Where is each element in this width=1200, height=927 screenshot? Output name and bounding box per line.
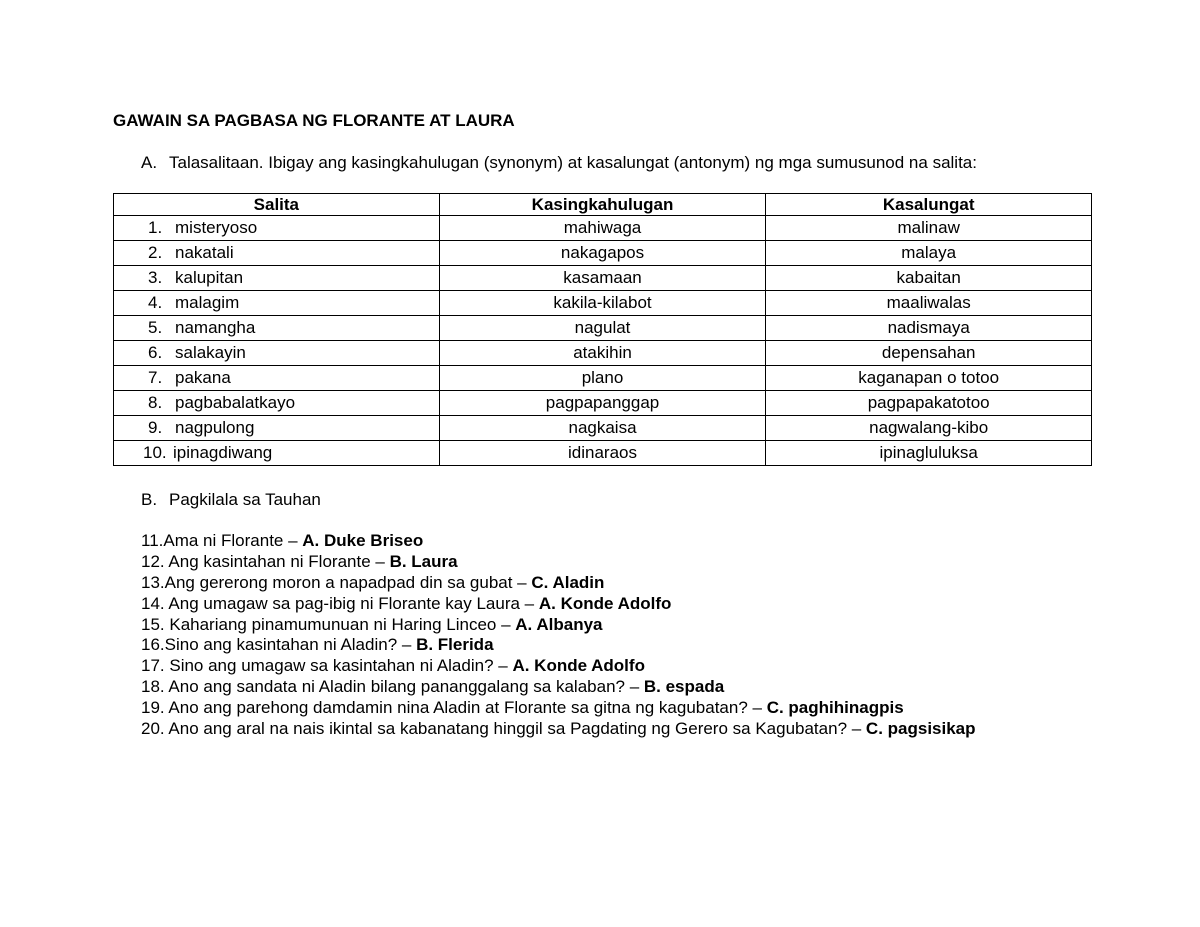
question-list <box>141 531 976 740</box>
question-text: Ang kasintahan ni Florante – <box>168 551 390 571</box>
table-row <box>114 241 1092 266</box>
word-cell <box>114 366 440 391</box>
antonym-cell: maaliwalas <box>766 291 1092 316</box>
question-text: Ama ni Florante – <box>163 531 303 550</box>
vocabulary-table <box>113 193 1092 466</box>
synonym-cell: pagpapanggap <box>439 391 766 416</box>
list-item <box>141 573 976 594</box>
word-cell <box>114 216 440 241</box>
synonym-cell: kasamaan <box>439 266 766 291</box>
row-number: 5. <box>148 318 163 337</box>
question-number: 15. <box>141 614 170 634</box>
synonym-cell: nagkaisa <box>439 416 766 441</box>
word-cell <box>114 316 440 341</box>
word-cell <box>114 266 440 291</box>
table-row <box>114 266 1092 291</box>
question-number: 17. <box>141 656 170 676</box>
question-text: Ang gererong moron a napadpad din sa gubat – <box>164 572 532 592</box>
column-header-salita: Salita <box>114 194 440 216</box>
list-item <box>141 656 976 677</box>
word-cell <box>114 441 440 466</box>
column-header-kasalungat: Kasalungat <box>766 194 1092 216</box>
question-number: 11. <box>141 531 164 550</box>
table-row <box>114 291 1092 316</box>
question-text: Ano ang sandata ni Aladin bilang pananggalang sa kalaban? – <box>168 677 644 697</box>
antonym-cell: malaya <box>766 241 1092 266</box>
list-item <box>141 698 976 719</box>
antonym-cell: ipinagluluksa <box>766 441 1092 466</box>
word-text: ipinagdiwang <box>173 443 273 462</box>
word-text: malagim <box>175 293 240 312</box>
row-number: 1. <box>148 218 163 237</box>
synonym-cell: nagulat <box>439 316 766 341</box>
row-number: 4. <box>148 293 163 312</box>
word-text: pakana <box>175 368 231 387</box>
list-item <box>141 531 976 552</box>
question-number: 14. <box>141 593 169 613</box>
table-header-row <box>114 194 1092 216</box>
list-item <box>141 677 976 698</box>
section-b-heading <box>141 490 321 510</box>
antonym-cell: malinaw <box>766 216 1092 241</box>
antonym-cell: kaganapan o totoo <box>766 366 1092 391</box>
list-item <box>141 719 976 740</box>
answer-text: B. Flerida <box>416 635 494 655</box>
question-number: 20. <box>141 719 169 739</box>
answer-text: C. Aladin <box>531 572 605 592</box>
list-item <box>141 594 976 615</box>
list-item <box>141 552 976 573</box>
page-title: GAWAIN SA PAGBASA NG FLORANTE AT LAURA <box>113 111 515 130</box>
table-row <box>114 316 1092 341</box>
word-cell <box>114 416 440 441</box>
row-number: 7. <box>148 368 163 387</box>
antonym-cell: nagwalang-kibo <box>766 416 1092 441</box>
word-text: misteryoso <box>175 218 258 237</box>
answer-text: A. Albanya <box>515 614 603 634</box>
question-number: 18. <box>141 677 169 697</box>
section-b-text: Pagkilala sa Tauhan <box>169 490 321 509</box>
section-a-letter: A. <box>141 153 158 172</box>
synonym-cell: atakihin <box>439 341 766 366</box>
synonym-cell: mahiwaga <box>439 216 766 241</box>
section-a-instruction <box>141 153 977 173</box>
synonym-cell: idinaraos <box>439 441 766 466</box>
answer-text: B. Laura <box>389 551 458 571</box>
table-row <box>114 416 1092 441</box>
word-text: nagpulong <box>175 418 255 437</box>
table-row <box>114 216 1092 241</box>
antonym-cell: pagpapakatotoo <box>766 391 1092 416</box>
word-cell <box>114 241 440 266</box>
table-row <box>114 391 1092 416</box>
answer-text: B. espada <box>643 677 725 697</box>
row-number: 2. <box>148 243 163 262</box>
row-number: 6. <box>148 343 163 362</box>
word-cell <box>114 291 440 316</box>
answer-text: A. Konde Adolfo <box>512 656 645 676</box>
word-text: nakatali <box>175 243 234 262</box>
row-number: 3. <box>148 268 163 287</box>
answer-text: C. paghihinagpis <box>766 698 904 718</box>
synonym-cell: kakila-kilabot <box>439 291 766 316</box>
table-row <box>114 441 1092 466</box>
answer-text: A. Konde Adolfo <box>538 593 672 613</box>
antonym-cell: kabaitan <box>766 266 1092 291</box>
answer-text: C. pagsisikap <box>865 719 976 739</box>
question-number: 19. <box>141 698 169 718</box>
section-b-letter: B. <box>141 490 158 509</box>
synonym-cell: nakagapos <box>439 241 766 266</box>
question-text: Ang umagaw sa pag-ibig ni Florante kay Laura – <box>168 593 539 613</box>
antonym-cell: depensahan <box>766 341 1092 366</box>
question-text: Ano ang parehong damdamin nina Aladin at Florante sa gitna ng kagubatan? – <box>168 698 767 718</box>
word-text: kalupitan <box>175 268 244 287</box>
question-text: Ano ang aral na nais ikintal sa kabanatang hinggil sa Pagdating ng Gerero sa Kagubatan? – <box>168 719 866 739</box>
question-text: Kahariang pinamumunuan ni Haring Linceo – <box>169 614 516 634</box>
question-number: 12. <box>141 551 169 571</box>
antonym-cell: nadismaya <box>766 316 1092 341</box>
word-text: namangha <box>175 318 256 337</box>
word-cell <box>114 341 440 366</box>
list-item <box>141 615 976 636</box>
list-item <box>141 635 976 656</box>
question-text: Sino ang umagaw sa kasintahan ni Aladin? – <box>169 656 513 676</box>
row-number: 9. <box>148 418 163 437</box>
section-a-text: Talasalitaan. Ibigay ang kasingkahulugan (synonym) at kasalungat (antonym) ng mga sumusunod na salita: <box>169 153 977 172</box>
question-number: 16. <box>141 635 165 655</box>
answer-text: A. Duke Briseo <box>302 531 424 550</box>
word-cell <box>114 391 440 416</box>
table-row <box>114 366 1092 391</box>
column-header-kasingkahulugan: Kasingkahulugan <box>439 194 766 216</box>
question-number: 13. <box>141 572 165 592</box>
row-number: 10. <box>143 443 167 462</box>
table-row <box>114 341 1092 366</box>
synonym-cell: plano <box>439 366 766 391</box>
row-number: 8. <box>148 393 163 412</box>
word-text: pagbabalatkayo <box>175 393 296 412</box>
question-text: Sino ang kasintahan ni Aladin? – <box>164 635 417 655</box>
word-text: salakayin <box>175 343 246 362</box>
